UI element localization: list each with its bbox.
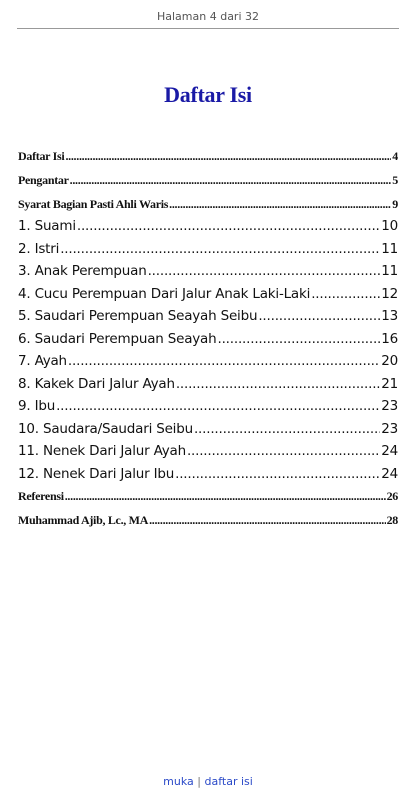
toc-entry-label: 11. Nenek Dari Jalur Ayah xyxy=(18,443,186,459)
toc-leader-dots xyxy=(149,514,386,527)
toc-entry-page: 12 xyxy=(381,285,398,302)
toc-entry-page: 24 xyxy=(381,443,398,459)
toc-entry-suami[interactable] xyxy=(18,215,398,238)
toc-entry-label: 12. Nenek Dari Jalur Ibu xyxy=(18,465,175,482)
toc-entry-istri[interactable] xyxy=(18,238,398,261)
toc-entry-page: 13 xyxy=(381,308,398,324)
toc-entry-label: 2. Istri xyxy=(18,240,60,257)
toc-entry-label: 1. Suami xyxy=(18,218,76,234)
toc-entry-label: Syarat Bagian Pasti Ahli Waris xyxy=(18,198,169,211)
toc-entry-page: 23 xyxy=(381,398,398,414)
footer-link-toc[interactable]: daftar isi xyxy=(204,775,253,788)
toc-entry-label: Referensi xyxy=(18,490,64,503)
table-of-contents xyxy=(18,150,398,527)
toc-entry-saudara-seibu[interactable] xyxy=(18,418,398,441)
toc-entry-ibu[interactable] xyxy=(18,395,398,418)
toc-entry-saudari-seayah[interactable] xyxy=(18,328,398,351)
toc-entry-syarat-bagian-pasti[interactable] xyxy=(18,198,398,211)
toc-leader-dots xyxy=(65,490,386,503)
toc-entry-page: 20 xyxy=(381,353,398,369)
toc-entry-saudari-seayah-seibu[interactable] xyxy=(18,305,398,328)
toc-entry-page: 4 xyxy=(392,150,398,163)
toc-leader-dots xyxy=(68,350,380,373)
toc-entry-page: 11 xyxy=(381,240,398,257)
toc-leader-dots xyxy=(218,328,381,351)
toc-entry-page: 10 xyxy=(381,218,398,234)
toc-leader-dots xyxy=(311,283,380,306)
toc-entry-label: 10. Saudara/Saudari Seibu xyxy=(18,420,193,437)
toc-entry-ayah[interactable] xyxy=(18,350,398,373)
footer-separator: | xyxy=(197,775,201,788)
toc-entry-page: 23 xyxy=(381,420,398,437)
toc-entry-label: 6. Saudari Perempuan Seayah xyxy=(18,330,217,347)
page-indicator: Halaman 4 dari 32 xyxy=(156,10,260,23)
toc-entry-pengantar[interactable] xyxy=(18,174,398,187)
toc-entry-anak-perempuan[interactable] xyxy=(18,260,398,283)
toc-title: Daftar Isi xyxy=(164,82,252,107)
toc-leader-dots xyxy=(169,198,391,211)
toc-leader-dots xyxy=(60,238,380,261)
toc-entry-page: 5 xyxy=(392,174,398,187)
toc-entry-referensi[interactable] xyxy=(18,490,398,503)
toc-entry-label: Daftar Isi xyxy=(18,150,65,163)
toc-leader-dots xyxy=(148,260,381,283)
toc-entry-page: 28 xyxy=(386,514,398,527)
toc-leader-dots xyxy=(65,150,391,163)
toc-entry-cucu-perempuan[interactable] xyxy=(18,283,398,306)
toc-entry-label: 4. Cucu Perempuan Dari Jalur Anak Laki-Laki xyxy=(18,285,311,302)
toc-entry-label: 7. Ayah xyxy=(18,353,67,369)
toc-entry-nenek-ayah[interactable] xyxy=(18,440,398,463)
toc-entry-author[interactable] xyxy=(18,514,398,527)
toc-entry-page: 9 xyxy=(392,198,398,211)
toc-leader-dots xyxy=(175,463,380,486)
toc-entry-page: 16 xyxy=(381,330,398,347)
toc-leader-dots xyxy=(187,440,380,463)
toc-entry-nenek-ibu[interactable] xyxy=(18,463,398,486)
toc-entry-label: 5. Saudari Perempuan Seayah Seibu xyxy=(18,308,258,324)
toc-entry-page: 24 xyxy=(381,465,398,482)
footer-link-home[interactable]: muka xyxy=(163,775,194,788)
toc-leader-dots xyxy=(70,174,392,187)
toc-leader-dots xyxy=(56,395,380,418)
toc-leader-dots xyxy=(77,215,380,238)
toc-entry-label: Pengantar xyxy=(18,174,69,187)
toc-entry-kakek[interactable] xyxy=(18,373,398,396)
header-divider xyxy=(17,28,399,29)
toc-entry-label: 3. Anak Perempuan xyxy=(18,263,147,279)
toc-entry-daftar-isi[interactable] xyxy=(18,150,398,163)
toc-entry-label: 8. Kakek Dari Jalur Ayah xyxy=(18,375,175,392)
toc-leader-dots xyxy=(194,418,380,441)
toc-entry-label: 9. Ibu xyxy=(18,398,56,414)
toc-entry-page: 11 xyxy=(381,263,398,279)
toc-entry-page: 26 xyxy=(386,490,398,503)
toc-leader-dots xyxy=(176,373,380,396)
toc-leader-dots xyxy=(258,305,380,328)
toc-entry-page: 21 xyxy=(381,375,398,392)
toc-entry-label: Muhammad Ajib, Lc., MA xyxy=(18,514,149,527)
footer-nav xyxy=(0,775,416,788)
